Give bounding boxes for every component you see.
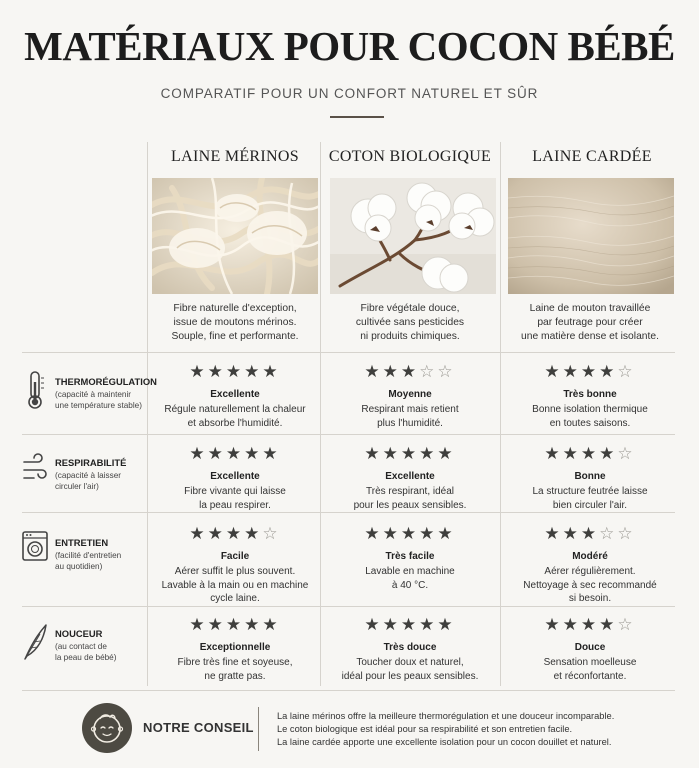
star-rating [322, 445, 498, 463]
rating-description: Aérer suffit le plus souvent. Lavable à la main ou en machine cycle laine. [161, 566, 309, 604]
star-filled-icon: ★ [400, 362, 420, 381]
star-rating [147, 445, 323, 463]
material-header-merinos: LAINE MÉRINOS [171, 148, 299, 165]
star-empty-icon: ☆ [437, 362, 456, 381]
conseil-divider [258, 707, 259, 751]
rating-description: Fibre très fine et soyeuse, ne gratte pas. [177, 657, 293, 682]
rating-cell [502, 445, 678, 512]
star-filled-icon: ★ [364, 444, 383, 463]
baby-face-icon [82, 703, 132, 753]
star-rating [502, 363, 678, 381]
star-filled-icon: ★ [544, 362, 563, 381]
star-filled-icon: ★ [400, 444, 420, 463]
star-rating [322, 616, 498, 634]
star-filled-icon: ★ [562, 362, 581, 381]
criterion-label: THERMORÉGULATION [55, 376, 157, 387]
rating-description: Fibre vivante qui laisse la peau respirer. [184, 486, 286, 511]
rating-cell [502, 525, 678, 606]
star-filled-icon: ★ [364, 362, 383, 381]
rating-description: Lavable en machine à 40 °C. [365, 566, 455, 591]
washing-machine-icon [22, 530, 48, 570]
star-filled-icon: ★ [189, 615, 208, 634]
row-divider [22, 690, 675, 691]
star-rating [502, 445, 678, 463]
star-filled-icon: ★ [580, 362, 600, 381]
star-filled-icon: ★ [225, 615, 245, 634]
rating-label: Moyenne [388, 389, 432, 400]
star-filled-icon: ★ [419, 444, 438, 463]
conseil-text: La laine mérinos offre la meilleure thermorégulation et une douceur incomparable. Le coton biologique est idéal pour sa respirabilité et son entretien facile. La laine cardée apporte une excellente isolation pour un cocon douillet et naturel. [277, 711, 615, 747]
rating-description: Régule naturellement la chaleur et absorbe l'humidité. [164, 404, 306, 429]
star-empty-icon: ☆ [617, 362, 636, 381]
rating-cell [322, 363, 498, 430]
star-filled-icon: ★ [580, 444, 600, 463]
star-filled-icon: ★ [262, 362, 281, 381]
carded-wool-photo [508, 178, 674, 294]
rating-description: Toucher doux et naturel, idéal pour les peaux sensibles. [341, 657, 479, 682]
rating-cell [502, 363, 678, 430]
rating-label: Bonne [574, 471, 606, 482]
rating-label: Très bonne [563, 389, 617, 400]
rating-description: Bonne isolation thermique en toutes saisons. [532, 404, 648, 429]
star-filled-icon: ★ [225, 362, 245, 381]
title-divider [330, 116, 384, 118]
star-empty-icon: ☆ [617, 524, 636, 543]
star-filled-icon: ★ [599, 444, 618, 463]
star-filled-icon: ★ [382, 615, 401, 634]
row-divider [22, 606, 675, 607]
rating-label: Exceptionnelle [199, 642, 271, 653]
material-description-cardee: Laine de mouton travaillée par feutrage pour créer une matière dense et isolante. [521, 303, 659, 342]
star-rating [147, 363, 323, 381]
conseil-title: NOTRE CONSEIL [143, 720, 254, 735]
star-rating [147, 525, 323, 543]
star-filled-icon: ★ [189, 444, 208, 463]
row-divider [22, 352, 675, 353]
star-filled-icon: ★ [244, 615, 263, 634]
star-rating [502, 525, 678, 543]
star-filled-icon: ★ [207, 615, 226, 634]
page-title: MATÉRIAUX POUR COCON BÉBÉ [24, 23, 675, 69]
star-filled-icon: ★ [580, 615, 600, 634]
star-filled-icon: ★ [207, 524, 226, 543]
row-divider [22, 512, 675, 513]
rating-label: Très facile [385, 551, 435, 562]
star-filled-icon: ★ [437, 444, 456, 463]
star-filled-icon: ★ [599, 362, 618, 381]
star-filled-icon: ★ [207, 444, 226, 463]
rating-cell [147, 616, 323, 683]
column-divider [500, 142, 501, 686]
star-filled-icon: ★ [419, 615, 438, 634]
criterion-label: NOUCEUR [55, 628, 103, 639]
material-header-cardee: LAINE CARDÉE [532, 148, 652, 165]
star-empty-icon: ☆ [262, 524, 281, 543]
rating-cell [322, 616, 498, 683]
criterion-sublabel: (au contact de la peau de bébé) [55, 642, 117, 662]
star-filled-icon: ★ [225, 524, 245, 543]
thermometer-icon [22, 370, 48, 410]
star-rating [502, 616, 678, 634]
star-filled-icon: ★ [544, 524, 563, 543]
rating-label: Excellente [385, 471, 435, 482]
rating-label: Facile [220, 551, 250, 562]
criterion-sublabel: (facilité d'entretien au quotidien) [55, 551, 122, 571]
organic-cotton-photo [330, 178, 496, 294]
star-filled-icon: ★ [364, 615, 383, 634]
material-description-merinos: Fibre naturelle d'exception, issue de moutons mérinos. Souple, fine et performante. [171, 303, 299, 342]
star-filled-icon: ★ [544, 615, 563, 634]
star-filled-icon: ★ [400, 524, 420, 543]
star-filled-icon: ★ [262, 444, 281, 463]
star-filled-icon: ★ [599, 615, 618, 634]
star-empty-icon: ☆ [617, 444, 636, 463]
star-filled-icon: ★ [262, 615, 281, 634]
star-filled-icon: ★ [382, 362, 401, 381]
criterion-label: RESPIRABILITÉ [55, 457, 127, 468]
star-filled-icon: ★ [382, 524, 401, 543]
rating-cell [147, 363, 323, 430]
star-filled-icon: ★ [562, 615, 581, 634]
star-filled-icon: ★ [189, 524, 208, 543]
rating-cell [322, 525, 498, 592]
rating-description: Aérer régulièrement. Nettoyage à sec recommandé si besoin. [523, 566, 657, 604]
merinos-wool-photo [152, 178, 318, 294]
rating-label: Excellente [210, 471, 260, 482]
rating-cell [322, 445, 498, 512]
star-filled-icon: ★ [189, 362, 208, 381]
star-filled-icon: ★ [544, 444, 563, 463]
rating-description: La structure feutrée laisse bien circuler l'air. [532, 486, 648, 511]
rating-label: Excellente [210, 389, 260, 400]
criterion-sublabel: (capacité à maintenir une température stable) [55, 390, 142, 410]
star-filled-icon: ★ [419, 524, 438, 543]
star-filled-icon: ★ [244, 444, 263, 463]
rating-description: Très respirant, idéal pour les peaux sensibles. [353, 486, 467, 511]
star-empty-icon: ☆ [599, 524, 618, 543]
rating-cell [502, 616, 678, 683]
star-filled-icon: ★ [437, 615, 456, 634]
criterion-sublabel: (capacité à laisser circuler l'air) [55, 471, 121, 491]
material-description-coton: Fibre végétale douce, cultivée sans pesticides ni produits chimiques. [355, 303, 465, 342]
star-filled-icon: ★ [364, 524, 383, 543]
star-filled-icon: ★ [244, 362, 263, 381]
row-divider [22, 434, 675, 435]
material-header-coton: COTON BIOLOGIQUE [328, 148, 492, 165]
star-rating [322, 525, 498, 543]
rating-label: Modéré [572, 551, 608, 562]
star-filled-icon: ★ [225, 444, 245, 463]
rating-description: Sensation moelleuse et réconfortante. [543, 657, 637, 682]
star-filled-icon: ★ [437, 524, 456, 543]
star-empty-icon: ☆ [419, 362, 438, 381]
rating-label: Douce [574, 642, 606, 653]
feather-icon [22, 622, 48, 662]
star-filled-icon: ★ [400, 615, 420, 634]
rating-cell [147, 445, 323, 512]
star-empty-icon: ☆ [617, 615, 636, 634]
page-subtitle: COMPARATIF POUR UN CONFORT NATUREL ET SÛR [160, 86, 539, 101]
rating-cell [147, 525, 323, 606]
wind-icon [22, 450, 48, 490]
star-rating [322, 363, 498, 381]
star-filled-icon: ★ [562, 444, 581, 463]
star-filled-icon: ★ [382, 444, 401, 463]
star-filled-icon: ★ [207, 362, 226, 381]
rating-description: Respirant mais retient plus l'humidité. [361, 404, 459, 429]
star-filled-icon: ★ [580, 524, 600, 543]
star-filled-icon: ★ [562, 524, 581, 543]
star-filled-icon: ★ [244, 524, 263, 543]
criterion-label: ENTRETIEN [55, 537, 109, 548]
rating-label: Très douce [383, 642, 437, 653]
star-rating [147, 616, 323, 634]
